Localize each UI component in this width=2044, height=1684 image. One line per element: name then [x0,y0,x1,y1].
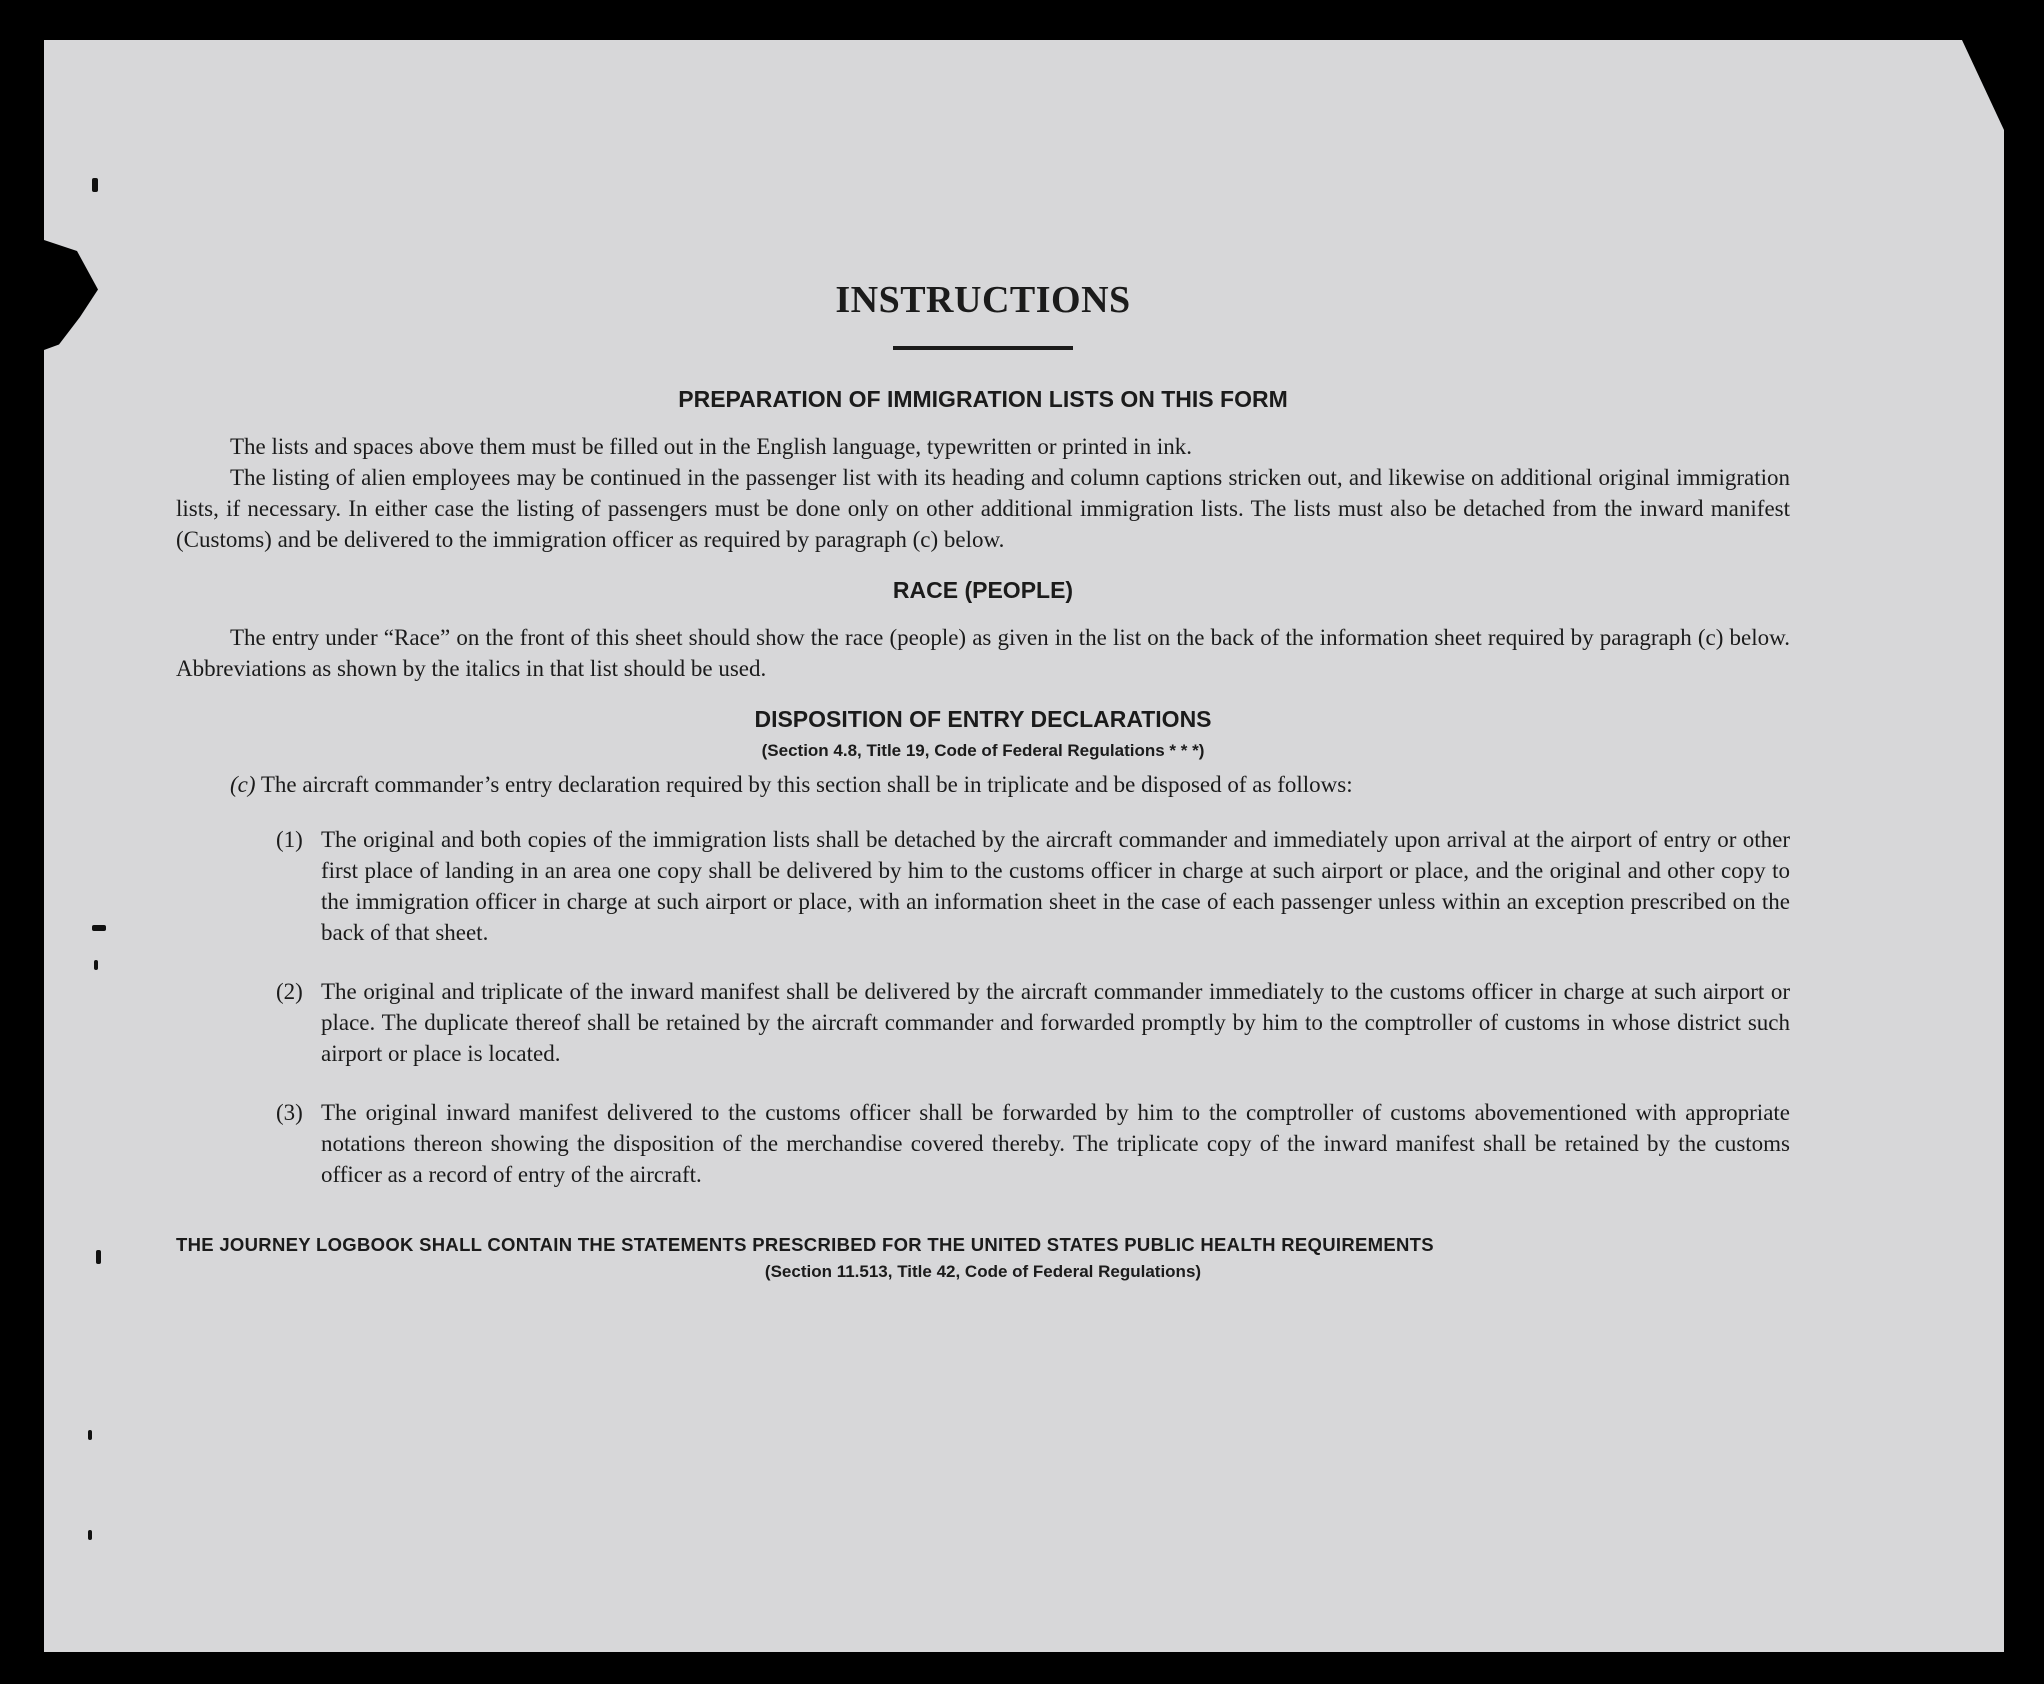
list-item-text: The original and both copies of the immigration lists shall be detached by the aircraft commander and immediately upon arrival at the airport of entry or other first place of landing in an area one copy shall be delivered by him to the customs officer in charge at such airport or place, and the original and other copy to the immigration officer in charge at such airport or place, with an information sheet in the case of each passenger unless within an exception prescribed on the back of that sheet. [321,827,1790,945]
folded-corner [1962,40,2004,130]
list-item-number: (2) [276,979,303,1004]
list-item-text: The original inward manifest delivered to the customs officer shall be forwarded by him to the comptroller of customs abovementioned with appropriate notations thereon showing the disposition of the merchandise covered thereby. The triplicate copy of the inward manifest shall be retained by the customs officer as a record of entry of the aircraft. [321,1100,1790,1187]
ink-speck [94,960,98,970]
list-item-number: (1) [276,827,303,852]
list-item [276,976,1790,1069]
ink-speck [96,1250,101,1264]
title-underline [893,346,1073,350]
torn-edge [44,240,104,350]
disposition-citation: (Section 4.8, Title 19, Code of Federal Regulations * * *) [761,741,1205,760]
footer-statement: THE JOURNEY LOGBOOK SHALL CONTAIN THE STATEMENTS PRESCRIBED FOR THE UNITED STATES PUBLIC HEALTH REQUIREMENTS [176,1234,1434,1255]
paragraph-c [230,769,1790,800]
section-heading-race: RACE (PEOPLE) [892,577,1074,603]
footer-citation: (Section 11.513, Title 42, Code of Federal Regulations) [764,1262,1202,1281]
section-heading-preparation: PREPARATION OF IMMIGRATION LISTS ON THIS FORM [678,386,1288,412]
race-paragraph: The entry under “Race” on the front of this sheet should show the race (people) as given in the list on the back of the information sheet required by paragraph (c) below. Abbreviations as shown by the italics in that list should be used. [176,625,1790,681]
list-item-number: (3) [276,1100,303,1125]
list-item [276,824,1790,948]
paragraph-c-label: (c) [230,772,256,797]
ink-speck [88,1430,92,1440]
list-item [276,1097,1790,1190]
page-title: INSTRUCTIONS [835,279,1131,321]
ink-speck [92,178,98,192]
instructions-body [176,278,1790,1282]
preparation-paragraph-1: The lists and spaces above them must be filled out in the English language, typewritten or printed in ink. [230,434,1192,459]
paragraph-c-text: The aircraft commander’s entry declaration required by this section shall be in triplicate and be disposed of as follows: [260,772,1353,797]
ink-speck [92,925,106,931]
preparation-paragraph-2: The listing of alien employees may be continued in the passenger list with its heading and column captions stricken out, and likewise on additional original immigration lists, if necessary. In either case the listing of passengers must be done only on other additional immigration lists. The lists must also be detached from the inward manifest (Customs) and be delivered to the immigration officer as required by paragraph (c) below. [176,465,1790,552]
section-heading-disposition: DISPOSITION OF ENTRY DECLARATIONS [754,706,1212,732]
list-item-text: The original and triplicate of the inward manifest shall be delivered by the aircraft commander immediately to the customs officer in charge at such airport or place. The duplicate thereof shall be retained by the aircraft commander and forwarded promptly by him to the comptroller of customs in whose district such airport or place is located. [321,979,1790,1066]
ink-speck [88,1530,92,1540]
